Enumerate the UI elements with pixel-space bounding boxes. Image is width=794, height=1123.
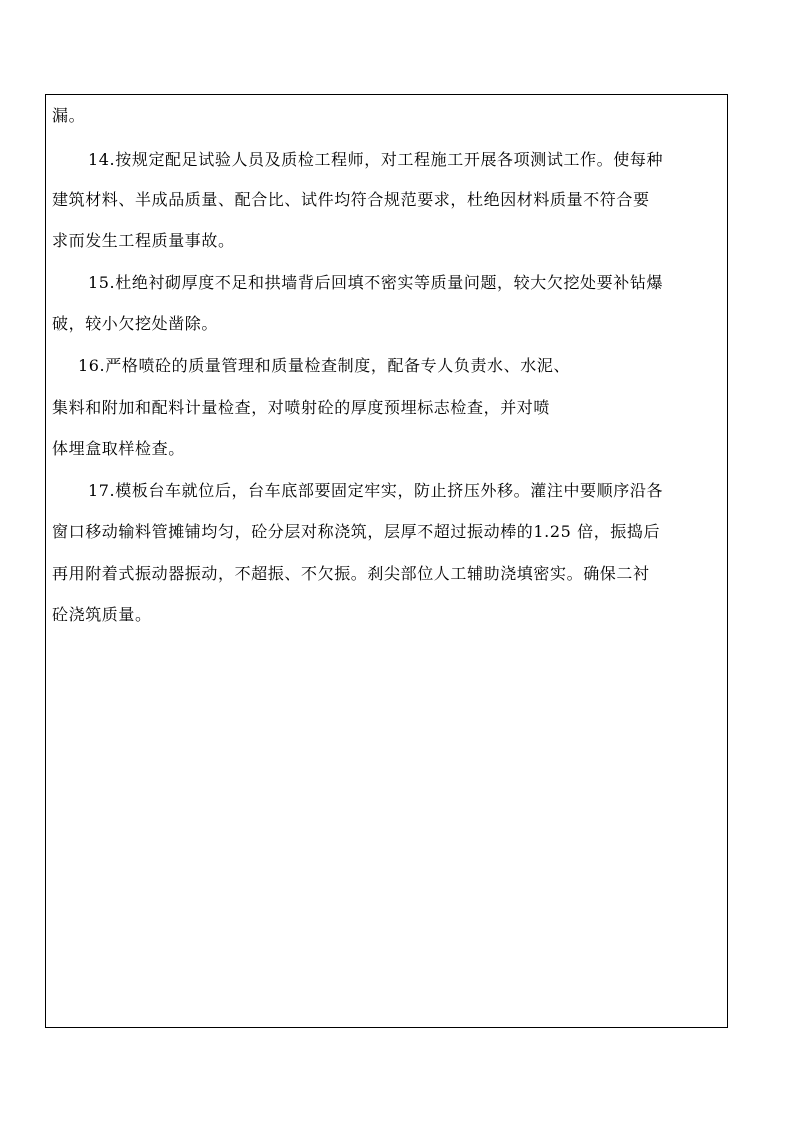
text-line-5: 15.杜绝衬砌厚度不足和拱墙背后回填不密实等质量问题，较大欠挖处要补钻爆 (88, 273, 664, 292)
text-line-12: 再用附着式振动器振动，不超振、不欠振。刹尖部位人工辅助浇填密实。确保二衬 (52, 564, 650, 583)
text-line-3: 建筑材料、半成品质量、配合比、试件均符合规范要求，杜绝因材料质量不符合要 (52, 190, 650, 209)
text-line-11: 窗口移动输料管摊铺均匀，砼分层对称浇筑，层厚不超过振动棒的1.25 倍，振捣后 (52, 522, 661, 541)
text-line-13: 砼浇筑质量。 (52, 605, 152, 624)
text-line-10: 17.模板台车就位后，台车底部要固定牢实，防止挤压外移。灌注中要顺序沿各 (88, 481, 664, 500)
text-line-4: 求而发生工程质量事故。 (52, 231, 235, 250)
text-line-7: 16.严格喷砼的质量管理和质量检查制度，配备专人负责水、水泥、 (78, 356, 571, 375)
text-line-8: 集料和附加和配料计量检查，对喷射砼的厚度预埋标志检查，并对喷 (52, 398, 551, 417)
text-line-9: 体埋盒取样检查。 (52, 439, 185, 458)
text-line-6: 破，较小欠挖处凿除。 (52, 314, 219, 333)
text-line-2: 14.按规定配足试验人员及质检工程师，对工程施工开展各项测试工作。使每种 (88, 150, 664, 169)
text-line-1: 漏。 (52, 106, 86, 125)
